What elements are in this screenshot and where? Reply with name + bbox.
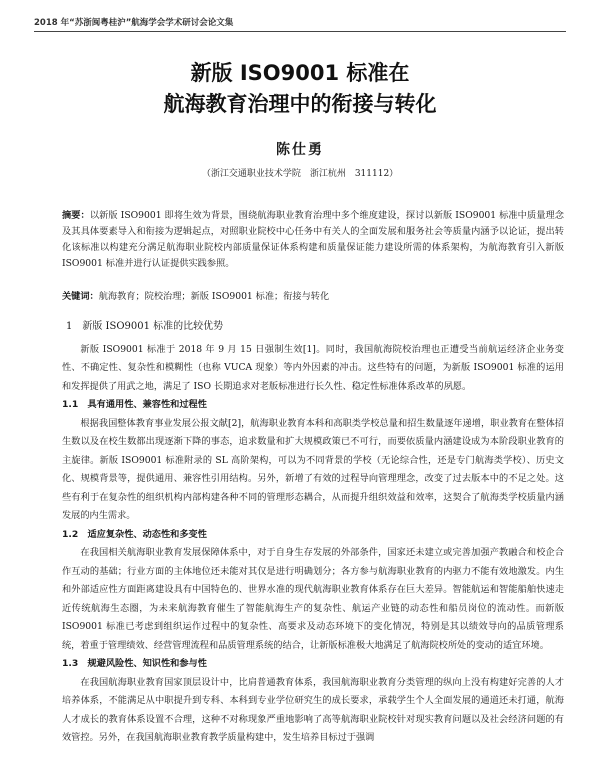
paper-title (0, 58, 600, 120)
keywords (62, 289, 564, 305)
section-1-heading: 1 新版 ISO9001 标准的比较优势 (66, 321, 224, 332)
subsection-1-3-heading: 1.3 规避风险性、知识性和参与性 (62, 658, 207, 669)
author-name: 陈仕勇 (276, 142, 324, 158)
author-affiliation: （浙江交通职业技术学院 浙江杭州 311112） (201, 169, 399, 179)
abstract-text: 以新版 ISO9001 即将生效为背景，围绕航海职业教育治理中多个维度建设，探讨以新版 ISO9001 标准中质量理念及其具体要素导入和衔接为逻辑起点，对照职业院校中心任务中有关人的全面发展和服务社会等质量内涵予以论证，提出转化该标准以构建充分满足航海职业院校内部质量保证体系构建和质量保证能力建设所需的体系架构，为航海教育引入新版 ISO9001 标准并进行认证提供实践参照。 (62, 210, 564, 269)
subsection-1-2-heading: 1.2 适应复杂性、动态性和多变性 (62, 528, 207, 540)
subsection-1-1-text: 根据我国整体教育事业发展公报文献[2]，航海职业教育本科和高职类学校总量和招生数量逐年递增，职业教育在整体招生数以及在校生数都出现逐渐下降的事态，追求数量和扩大规模政策已不可行，而要依质量内涵建设成为本阶段职业教育的主旋律。新版 ISO9001 标准附录的 SL 高阶架构，可以为不同背景的学校（无论综合性，还是专门航海类学校）、历史文化、规模背景等，提供通用、兼容性引用结构。另外，新增了有效的过程导向管理理念，改变了过去版本中的不足之处。这些有利于在复杂性的组织机构内部构建各种不同的管理形态耦合，从而提升组织效益和效率，这契合了航海类学校质量内涵发展的内生需求。 (62, 417, 564, 521)
body-text (62, 316, 564, 748)
title-line-1: 新版 ISO9001 标准在 (190, 61, 410, 85)
section-1-intro: 新版 ISO9001 标准于 2018 年 9 月 15 日强制生效[1]。同时，我国航海院校治理也正遭受当前航运经济企业务变性、不确定性、复杂性和模糊性（也称 VUCA 现象）等内外因素的冲击。这些特有的问题，为新版 ISO9001 标准的运用和发挥提供了用武之地，满足了 ISO 长期追求对老版标准进行长久性、稳定性标准体系改革的夙愿。 (62, 343, 564, 392)
header-rule (34, 31, 566, 32)
running-head: 2018 年“苏浙闽粤桂沪”航海学会学术研讨会论文集 (34, 18, 234, 28)
title-line-2: 航海教育治理中的衔接与转化 (163, 92, 437, 116)
abstract (62, 208, 564, 272)
subsection-1-2-text: 在我国相关航海职业教育发展保障体系中，对于自身生存发展的外部条件，国家还未建立或完善加强产教融合和校企合作互动的基础；行业方面的主体地位还未能对其仅是进行明确划分；各方参与航海职业教育的内驱力不能有效地激发。内生和外部适应性方面距离建设具有中国特色的、世界水准的现代航海职业教育体系存在巨大差异。智能航运和智能船舶快速走近传统航海生态圈，为未来航海教育催生了智能航海生产的复杂性、航运产业链的动态性和船员岗位的流动性。而新版 ISO9001 标准已考虑到组织运作过程中的复杂性、高要求及动态环境下的变化情况，特别是其以绩效导向的品质管理系统，着重于管理绩效、经营管理流程和品质管理系统的结合，让新版标准极大地满足了航海院校所处的变动的适宜环境。 (62, 547, 564, 651)
abstract-label: 摘要： (62, 210, 90, 221)
keywords-text: 航海教育；院校治理；新版 ISO9001 标准；衔接与转化 (98, 291, 330, 302)
keywords-label: 关键词： (62, 291, 99, 302)
subsection-1-3-text: 在我国航海职业教育国家顶层设计中，比肩普通教育体系，我国航海职业教育分类管理的纵向上没有构建好完善的人才培养体系，不能满足从中职提升到专科、本科到专业学位研究生的成长要求，承载学生个人全面发展的通道还未打通，航海人才成长的教育体系设置不合理，这种不对称现象严重地影响了高等航海职业院校针对现实教育问题以及社会经济问题的有效管控。另外，在我国航海职业教育教学质量构建中，发生培养目标过于强调 (62, 676, 564, 743)
subsection-1-1-heading: 1.1 具有通用性、兼容性和过程性 (62, 399, 207, 410)
